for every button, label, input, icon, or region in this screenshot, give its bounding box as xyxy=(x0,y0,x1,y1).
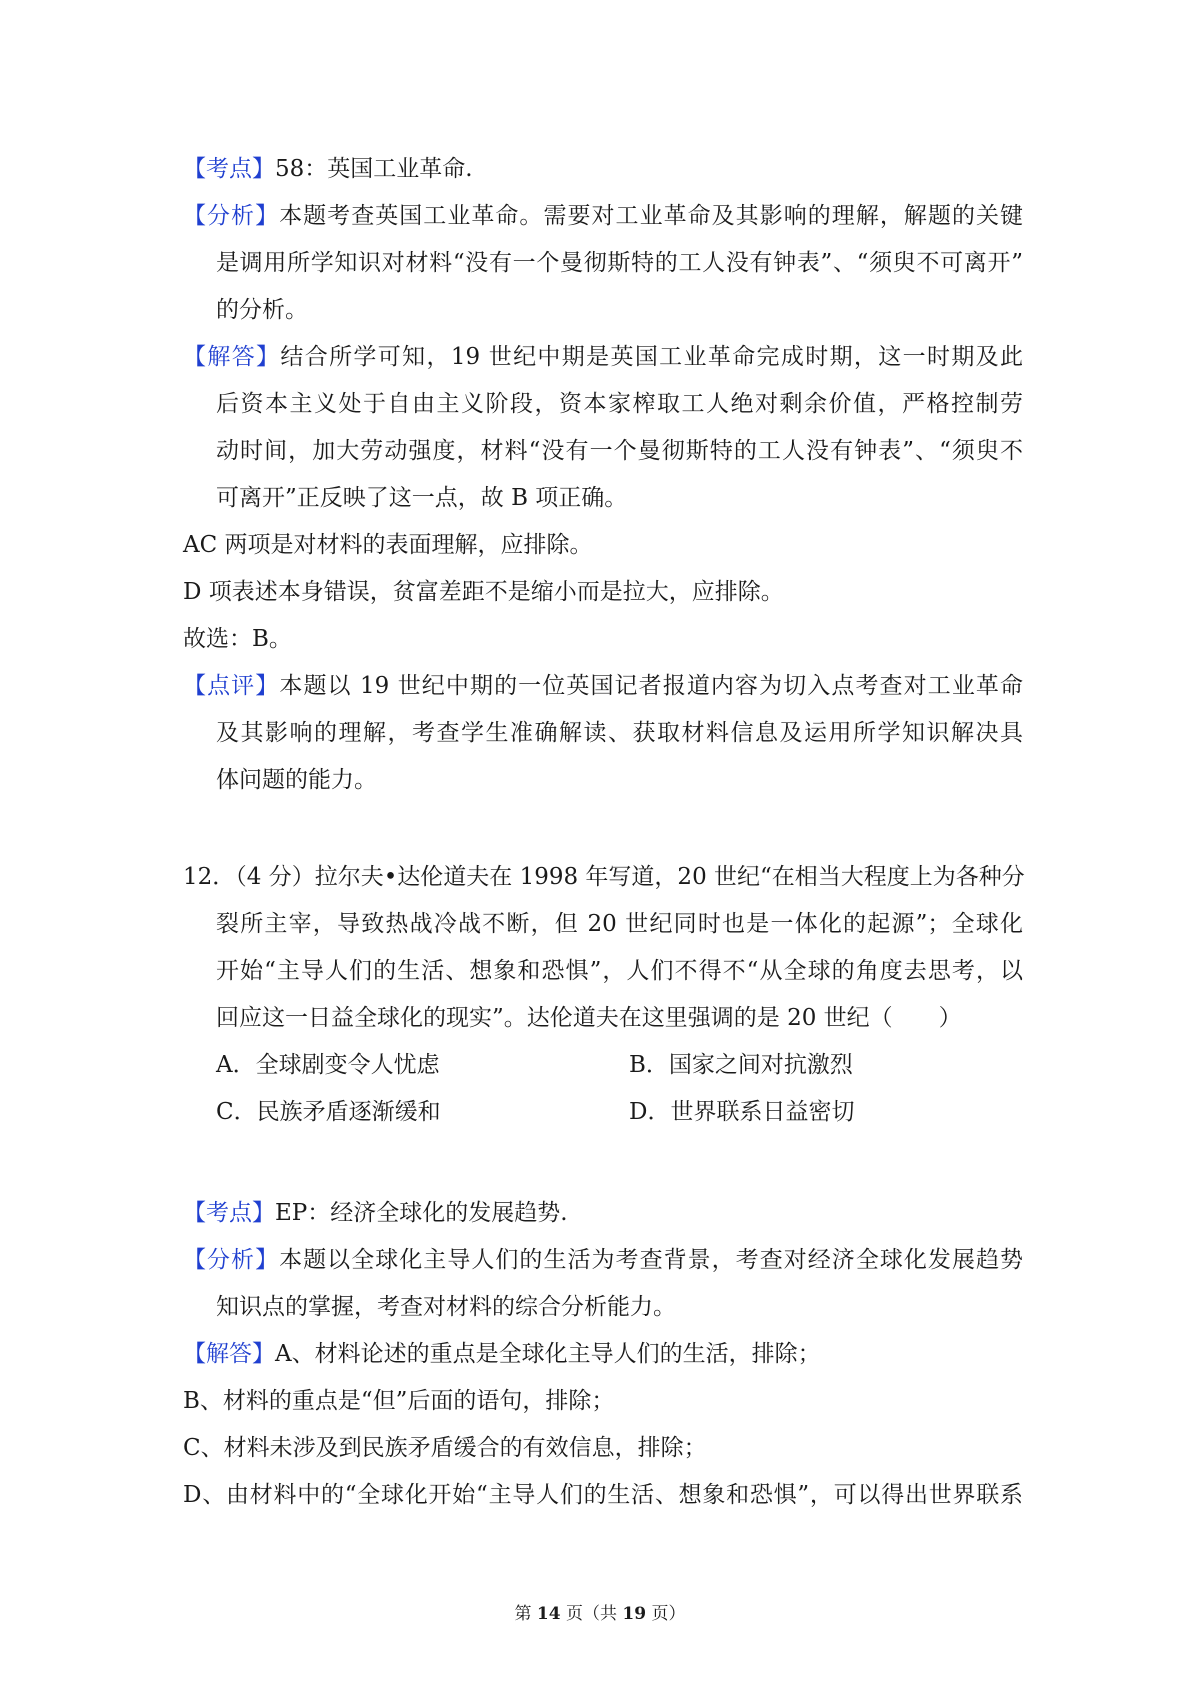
fenxi-tag: 【分析】 xyxy=(183,1247,280,1273)
question-line: 裂所主宰，导致热战冷战不断，但 20 世纪同时也是一体化的起源”；全球化 xyxy=(216,911,1023,937)
fenxi-text: 本题考查英国工业革命。需要对工业革命及其影响的理解，解题的关键 xyxy=(279,203,1024,229)
fenxi-text: 本题以全球化主导人们的生活为考查背景，考查对经济全球化发展趋势 xyxy=(279,1247,1024,1273)
question-line: 12．（4 分）拉尔夫•达伦道夫在 1998 年写道，20 世纪“在相当大程度上为各种分 xyxy=(183,864,1025,890)
footer-prefix: 第 xyxy=(514,1604,532,1624)
kaodian-text: EP：经济全球化的发展趋势. xyxy=(275,1200,568,1226)
option-b[interactable]: B．国家之间对抗激烈 xyxy=(629,1052,853,1078)
explanation-line: C、材料未涉及到民族矛盾缓合的有效信息，排除； xyxy=(183,1435,707,1461)
jieda-tag: 【解答】 xyxy=(183,344,281,370)
jieda-tag: 【解答】 xyxy=(183,1341,275,1367)
explanation-line: AC 两项是对材料的表面理解，应排除。 xyxy=(183,532,593,558)
question-line: 开始“主导人们的生活、想象和恐惧”，人们不得不“从全球的角度去思考，以 xyxy=(216,958,1023,984)
footer-total-pages: 19 xyxy=(622,1604,647,1624)
fenxi-line: 是调用所学知识对材料“没有一个曼彻斯特的工人没有钟表”、“须臾不可离开” xyxy=(216,250,1023,276)
jieda-line xyxy=(183,334,1023,381)
explanation-line: D、由材料中的“全球化开始“主导人们的生活、想象和恐惧”，可以得出世界联系 xyxy=(183,1482,1023,1508)
jieda-text: 结合所学可知，19 世纪中期是英国工业革命完成时期，这一时期及此 xyxy=(280,344,1024,370)
explanation-line: B、材料的重点是“但”后面的语句，排除； xyxy=(183,1388,615,1414)
dianping-line: 及其影响的理解，考查学生准确解读、获取材料信息及运用所学知识解决具 xyxy=(216,720,1023,746)
footer-page-number: 14 xyxy=(536,1604,561,1624)
question-line: 回应这一日益全球化的现实”。达伦道夫在这里强调的是 20 世纪（ ） xyxy=(216,1005,962,1031)
answer-choice-line: 故选：B。 xyxy=(183,626,292,652)
answer-block-12 xyxy=(183,1190,1023,1519)
kaodian-tag: 【考点】 xyxy=(183,156,275,182)
option-a[interactable]: A．全球剧变令人忧虑 xyxy=(216,1052,440,1078)
dianping-line: 体问题的能力。 xyxy=(216,767,377,793)
kaodian-line xyxy=(183,146,1023,193)
fenxi-line: 知识点的掌握，考查对材料的综合分析能力。 xyxy=(216,1294,676,1320)
option-d[interactable]: D．世界联系日益密切 xyxy=(629,1099,855,1125)
jieda-line: 动时间，加大劳动强度，材料“没有一个曼彻斯特的工人没有钟表”、“须臾不 xyxy=(216,438,1023,464)
explanation-line: D 项表述本身错误，贫富差距不是缩小而是拉大，应排除。 xyxy=(183,579,784,605)
option-c[interactable]: C．民族矛盾逐渐缓和 xyxy=(216,1099,441,1125)
answer-block-11 xyxy=(183,146,1023,804)
jieda-line: 可离开”正反映了这一点，故 B 项正确。 xyxy=(216,485,628,511)
page-footer xyxy=(0,1602,1200,1626)
footer-suffix: 页） xyxy=(651,1604,686,1624)
question-12 xyxy=(183,854,1023,1042)
fenxi-line xyxy=(183,193,1023,240)
fenxi-line xyxy=(183,1237,1023,1284)
kaodian-line xyxy=(183,1190,1023,1237)
dianping-text: 本题以 19 世纪中期的一位英国记者报道内容为切入点考查对工业革命 xyxy=(279,673,1024,699)
kaodian-text: 58：英国工业革命. xyxy=(275,156,473,182)
dianping-line xyxy=(183,663,1023,710)
dianping-tag: 【点评】 xyxy=(183,673,280,699)
jieda-line xyxy=(183,1331,1023,1378)
footer-middle: 页（共 xyxy=(566,1604,617,1624)
fenxi-line: 的分析。 xyxy=(216,297,308,323)
fenxi-tag: 【分析】 xyxy=(183,203,280,229)
kaodian-tag: 【考点】 xyxy=(183,1200,275,1226)
jieda-text: A、材料论述的重点是全球化主导人们的生活，排除； xyxy=(275,1341,821,1367)
jieda-line: 后资本主义处于自由主义阶段，资本家榨取工人绝对剩余价值，严格控制劳 xyxy=(216,391,1023,417)
